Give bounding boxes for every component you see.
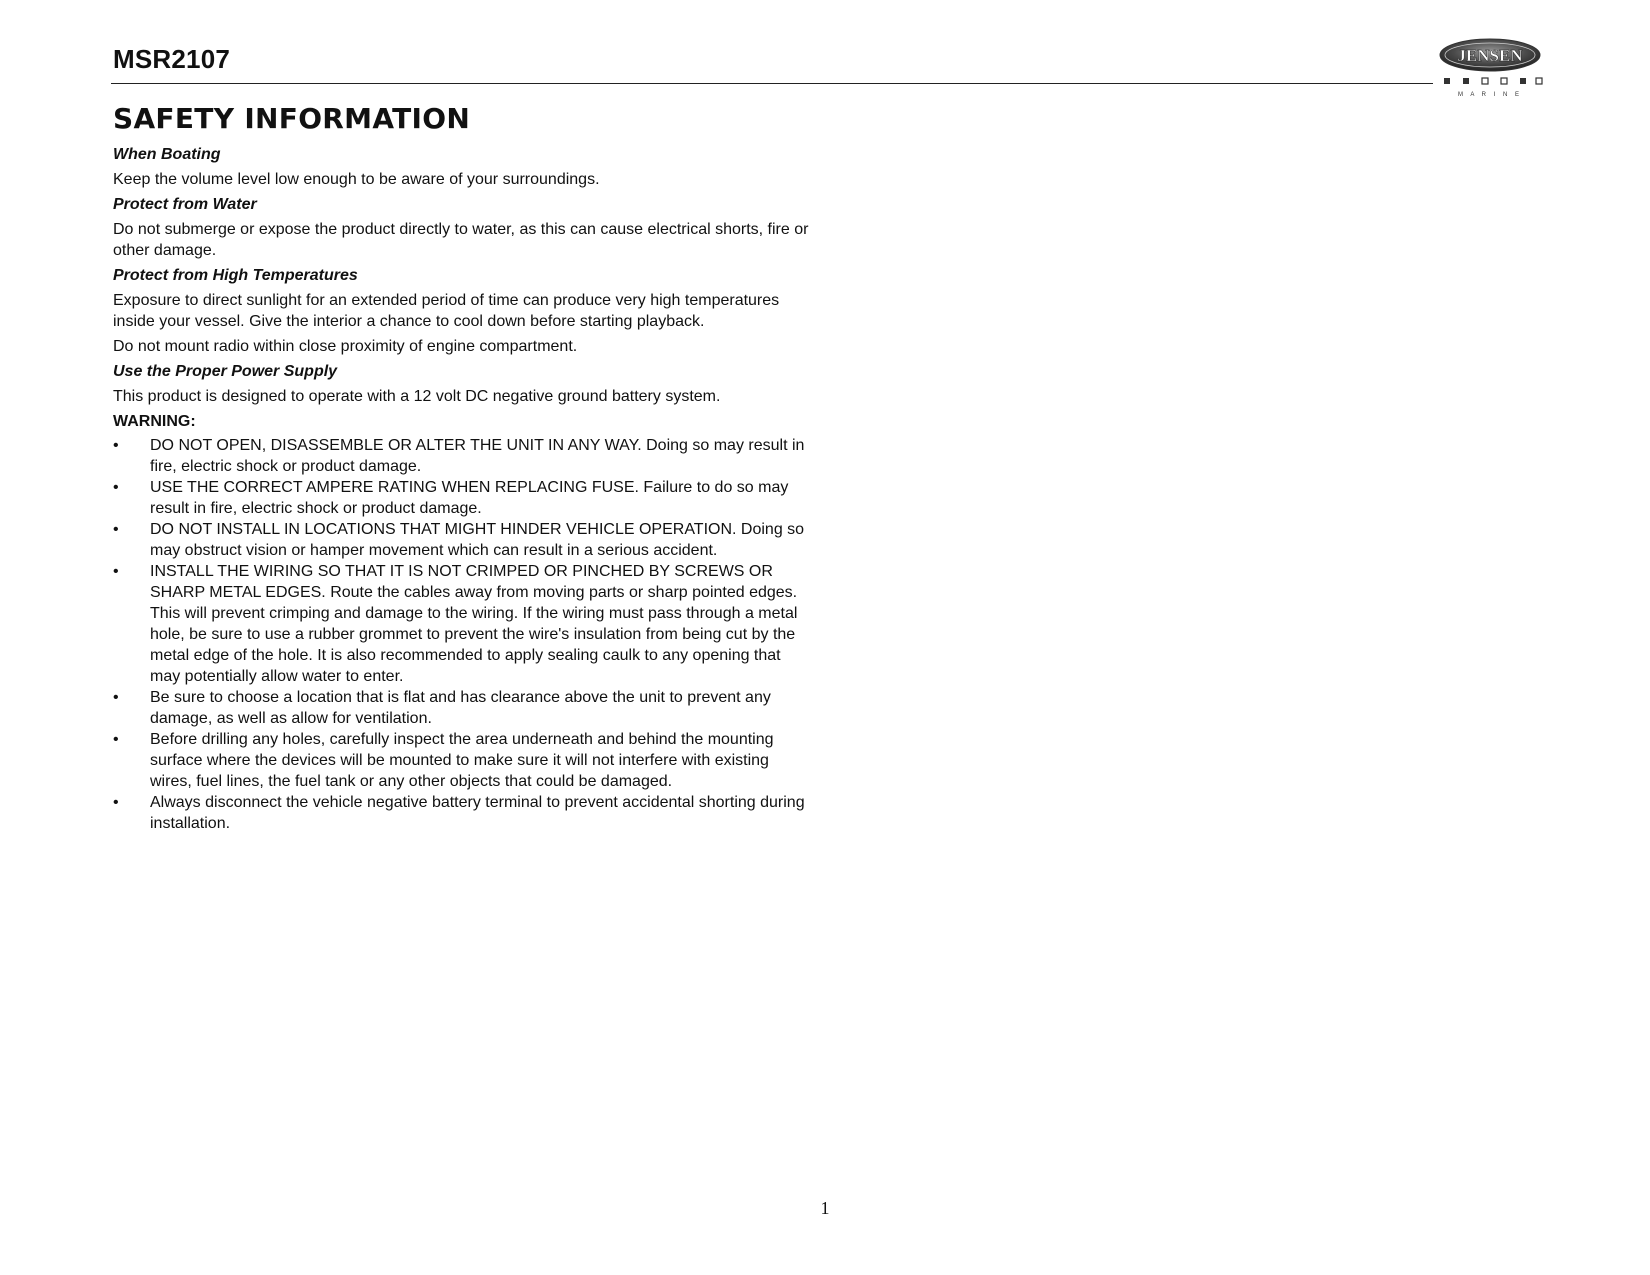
section-paragraph: Do not mount radio within close proximity of engine compartment. <box>113 338 578 355</box>
section-paragraph: This product is designed to operate with a 12 volt DC negative ground battery system. <box>113 388 721 405</box>
warning-item <box>113 519 813 561</box>
section-use-proper-power-supply <box>113 361 813 407</box>
section-paragraph: Do not submerge or expose the product directly to water, as this can cause electrical shorts, fire or other damage. <box>113 221 809 259</box>
model-number: MSR2107 <box>113 44 231 74</box>
bullet-icon: • <box>113 731 119 748</box>
section-paragraph: Exposure to direct sunlight for an extended period of time can produce very high temperatures inside your vessel. Give the interior a chance to cool down before starting playback. <box>113 292 780 330</box>
warning-list <box>113 435 813 834</box>
bullet-icon: • <box>113 437 119 454</box>
bullet-icon: • <box>113 479 119 496</box>
section-heading: Use the Proper Power Supply <box>113 363 338 380</box>
warning-item <box>113 435 813 477</box>
section-protect-from-water <box>113 194 813 261</box>
section-heading: Protect from High Temperatures <box>113 267 358 284</box>
warning-label: WARNING: <box>113 413 196 430</box>
warning-item-text: USE THE CORRECT AMPERE RATING WHEN REPLACING FUSE. Failure to do so may result in fire, electric shock or product damage. <box>150 479 789 517</box>
warning-item-text: DO NOT INSTALL IN LOCATIONS THAT MIGHT HINDER VEHICLE OPERATION. Doing so may obstruct vision or hamper movement which can result in a serious accident. <box>150 521 805 559</box>
section-heading: When Boating <box>113 146 221 163</box>
safety-body <box>113 144 813 834</box>
bullet-icon: • <box>113 689 119 706</box>
section-paragraph: Keep the volume level low enough to be aware of your surroundings. <box>113 171 600 188</box>
logo-brand: JENSEN <box>1457 46 1523 65</box>
warning-section <box>113 411 813 834</box>
warning-item <box>113 561 813 687</box>
warning-item <box>113 477 813 519</box>
section-when-boating <box>113 144 813 190</box>
logo-subtitle: M A R I N E <box>1457 92 1523 98</box>
section-heading: Protect from Water <box>113 196 257 213</box>
warning-item-text: Always disconnect the vehicle negative battery terminal to prevent accidental shorting during installation. <box>150 794 805 832</box>
bullet-icon: • <box>113 794 119 811</box>
bullet-icon: • <box>113 521 119 538</box>
page-number: 1 <box>820 1198 830 1218</box>
warning-item-text: Be sure to choose a location that is flat and has clearance above the unit to prevent any damage, as well as allow for ventilation. <box>150 689 771 727</box>
jensen-marine-logo <box>1436 38 1544 100</box>
warning-item-text: INSTALL THE WIRING SO THAT IT IS NOT CRIMPED OR PINCHED BY SCREWS OR SHARP METAL EDGES. Route the cables away from moving parts or sharp pointed edges. This will prevent crimping and damage to the wiring. If the wiring must pass through a metal hole, be sure to use a rubber grommet to prevent the wire's insulation from being cut by the metal edge of the hole. It is also recommended to apply sealing caulk to any opening that may potentially allow water to enter. <box>150 563 798 685</box>
warning-item <box>113 729 813 792</box>
bullet-icon: • <box>113 563 119 580</box>
warning-item-text: DO NOT OPEN, DISASSEMBLE OR ALTER THE UNIT IN ANY WAY. Doing so may result in fire, electric shock or product damage. <box>150 437 805 475</box>
section-title: SAFETY INFORMATION <box>113 102 471 135</box>
warning-item <box>113 792 813 834</box>
warning-item <box>113 687 813 729</box>
section-protect-from-high-temperatures <box>113 265 813 357</box>
warning-item-text: Before drilling any holes, carefully inspect the area underneath and behind the mounting surface where the devices will be mounted to make sure it will not interfere with existing wires, fuel lines, the fuel tank or any other objects that could be damaged. <box>150 731 774 790</box>
header-rule <box>111 83 1433 84</box>
